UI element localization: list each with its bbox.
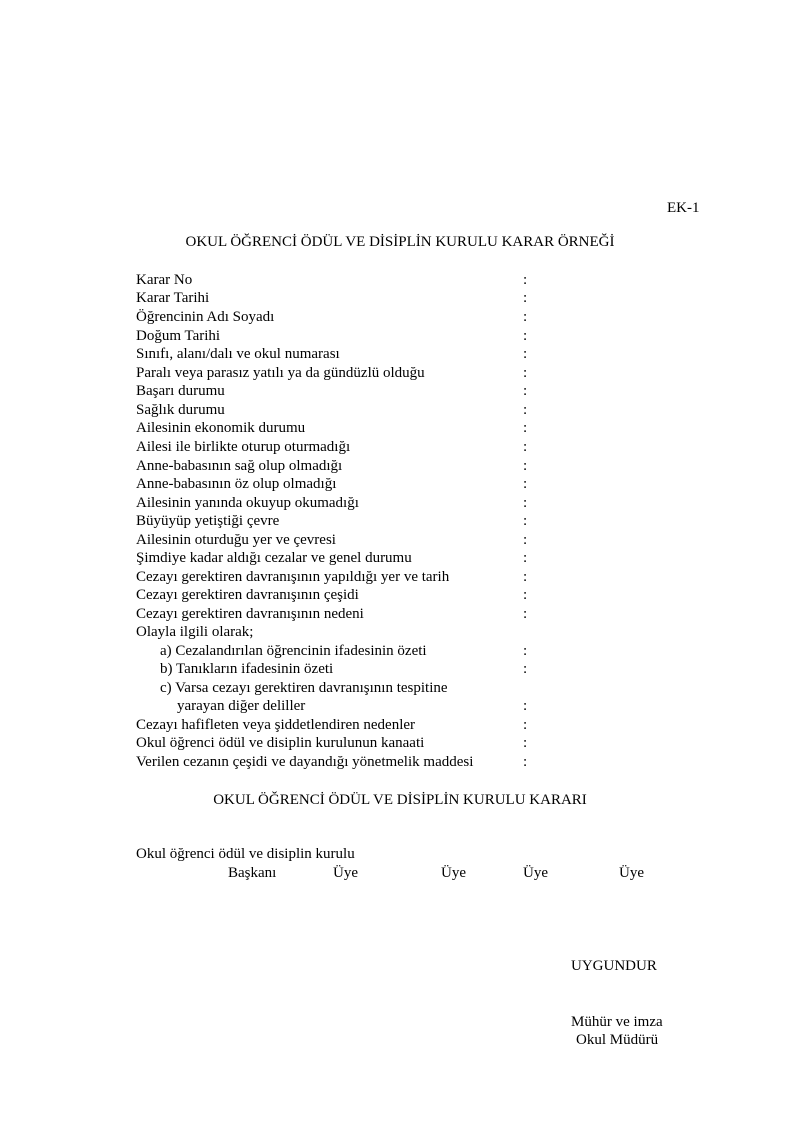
field-hafifleten-colon: : [523,717,528,733]
field-ekonomik-label: Ailesinin ekonomik durumu [136,420,306,436]
signature-role-baskan: Başkanı [228,865,277,881]
field-aile-yaninda-label: Ailesinin yanında okuyup okumadığı [136,495,359,511]
field-karar-tarihi-colon: : [523,290,528,306]
field-ceza-cesidi-label: Verilen cezanın çeşidi ve dayandığı yönetmelik maddesi [136,754,474,770]
field-dogum-tarihi-colon: : [523,328,528,344]
field-cevre-label: Büyüyüp yetiştiği çevre [136,513,280,529]
field-sinifi-label: Sınıfı, alanı/dalı ve okul numarası [136,346,340,362]
incident-item-a-colon: : [523,643,528,659]
field-cezalar-colon: : [523,550,528,566]
incident-item-b-colon: : [523,661,528,677]
field-oturdugu-yer-label: Ailesinin oturduğu yer ve çevresi [136,532,336,548]
field-karar-tarihi-label: Karar Tarihi [136,290,210,306]
incident-item-c-label: c) Varsa cezayı gerektiren davranışının tespitine [160,680,448,696]
field-davranis-cesidi-label: Cezayı gerektiren davranışının çeşidi [136,587,359,603]
field-cezalar-label: Şimdiye kadar aldığı cezalar ve genel durumu [136,550,412,566]
field-ogrenci-adi-colon: : [523,309,528,325]
field-davranis-cesidi-colon: : [523,587,528,603]
annex-label: EK-1 [667,200,700,216]
field-ekonomik-colon: : [523,420,528,436]
field-anne-baba-sag-colon: : [523,458,528,474]
field-basari-colon: : [523,383,528,399]
field-basari-label: Başarı durumu [136,383,225,399]
field-kanaat-colon: : [523,735,528,751]
field-kanaat-label: Okul öğrenci ödül ve disiplin kurulunun kanaati [136,735,425,751]
field-anne-baba-oz-colon: : [523,476,528,492]
field-karar-no-label: Karar No [136,272,193,288]
incident-item-c-colon: : [523,698,528,714]
seal-signature-line: Mühür ve imza [571,1014,663,1030]
field-ceza-cesidi-colon: : [523,754,528,770]
field-aile-yaninda-colon: : [523,495,528,511]
signature-intro: Okul öğrenci ödül ve disiplin kurulu [136,846,355,862]
field-saglik-colon: : [523,402,528,418]
field-davranis-nedeni-label: Cezayı gerektiren davranışının nedeni [136,606,364,622]
field-davranis-nedeni-colon: : [523,606,528,622]
form-title: OKUL ÖĞRENCİ ÖDÜL VE DİSİPLİN KURULU KARAR ÖRNEĞİ [185,234,615,250]
field-oturdugu-yer-colon: : [523,532,528,548]
field-ogrenci-adi-label: Öğrencinin Adı Soyadı [136,309,275,325]
field-sinifi-colon: : [523,346,528,362]
incident-heading: Olayla ilgili olarak; [136,624,254,640]
field-yatili-colon: : [523,365,528,381]
decision-title: OKUL ÖĞRENCİ ÖDÜL VE DİSİPLİN KURULU KARARI [213,792,587,808]
field-hafifleten-label: Cezayı hafifleten veya şiddetlendiren nedenler [136,717,416,733]
field-davranis-yer-label: Cezayı gerektiren davranışının yapıldığı yer ve tarih [136,569,450,585]
incident-item-b-label: b) Tanıkların ifadesinin özeti [160,661,334,677]
field-aile-oturma-label: Ailesi ile birlikte oturup oturmadığı [136,439,351,455]
field-cevre-colon: : [523,513,528,529]
field-anne-baba-sag-label: Anne-babasının sağ olup olmadığı [136,458,343,474]
field-saglik-label: Sağlık durumu [136,402,225,418]
field-aile-oturma-colon: : [523,439,528,455]
field-yatili-label: Paralı veya parasız yatılı ya da gündüzlü olduğu [136,365,425,381]
incident-item-c-continuation: yarayan diğer deliller [177,698,306,714]
signature-role-uye-1: Üye [333,865,358,881]
signature-role-uye-4: Üye [619,865,644,881]
approval-text: UYGUNDUR [571,958,657,974]
field-davranis-yer-colon: : [523,569,528,585]
incident-item-a-label: a) Cezalandırılan öğrencinin ifadesinin özeti [160,643,427,659]
principal-title: Okul Müdürü [576,1032,659,1048]
signature-role-uye-2: Üye [441,865,466,881]
signature-role-uye-3: Üye [523,865,548,881]
field-karar-no-colon: : [523,272,528,288]
field-anne-baba-oz-label: Anne-babasının öz olup olmadığı [136,476,337,492]
field-dogum-tarihi-label: Doğum Tarihi [136,328,221,344]
